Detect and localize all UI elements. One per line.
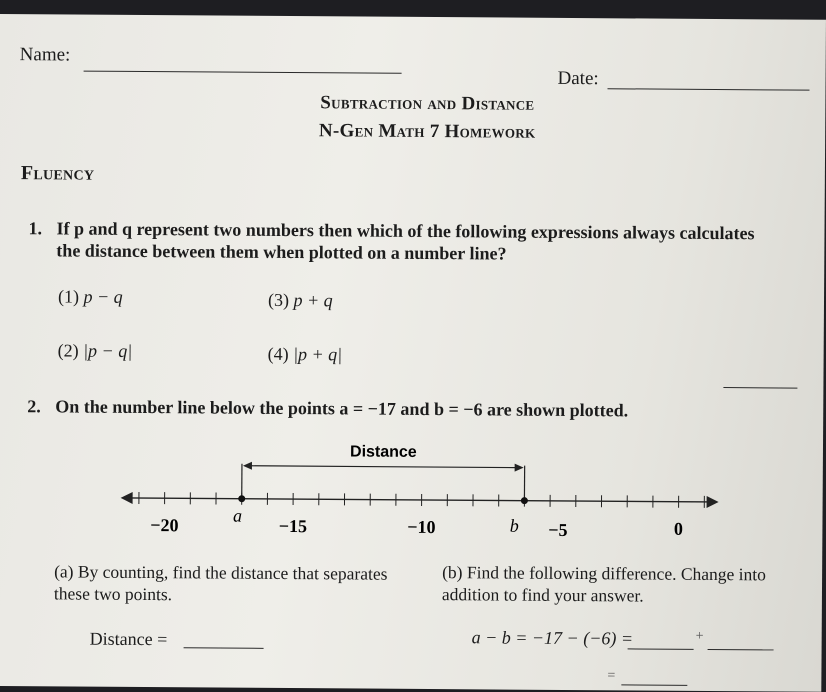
distance-arrow-right (515, 464, 524, 472)
date-line (607, 88, 809, 90)
part-b-expression: a − b = −17 − (−6) = (472, 627, 634, 649)
point-b-label: b (510, 516, 519, 536)
number-line-right-arrow (707, 496, 719, 508)
option-3-number: (3) (268, 290, 289, 310)
question-1-number: 1. (28, 218, 42, 239)
option-1-number: (1) (58, 286, 79, 306)
option-3-expression: p + q (293, 290, 332, 310)
number-line-left-arrow (121, 492, 133, 504)
worksheet-title: Subtraction and Distance (0, 90, 826, 118)
option-4-number: (4) (268, 344, 289, 364)
name-line (84, 71, 402, 74)
part-b-answer-line-2[interactable] (708, 649, 774, 650)
part-a-text: (a) By counting, find the distance that separates these two points. (54, 560, 414, 607)
point-b-marker (521, 497, 528, 504)
number-line (0, 424, 823, 560)
option-2 (58, 340, 133, 362)
tick-label: 0 (674, 519, 683, 539)
question-2-number: 2. (27, 396, 41, 417)
question-1-text-line1: If p and q represent two numbers then which of the following expressions always calculates (56, 218, 754, 244)
part-a-answer-line[interactable] (184, 647, 264, 649)
point-a-marker (238, 495, 245, 502)
point-a-label: a (233, 506, 242, 526)
part-a-answer-label: Distance = (90, 629, 168, 651)
section-heading: Fluency (21, 162, 95, 186)
option-3 (268, 290, 333, 311)
tick-label: −5 (548, 520, 567, 540)
number-line-axis (125, 498, 713, 502)
tick-label: −10 (407, 517, 435, 537)
number-line-tick-labels (150, 515, 683, 541)
question-1-text-line2: the distance between them when plotted on a number line? (56, 240, 506, 264)
option-2-number: (2) (58, 340, 79, 360)
part-b-answer-line-1[interactable] (628, 648, 694, 649)
option-4 (268, 344, 343, 366)
option-2-expression: |p − q| (83, 341, 132, 361)
name-label: Name: (20, 44, 71, 66)
option-4-expression: |p + q| (293, 344, 342, 364)
option-1-expression: p − q (83, 287, 122, 307)
distance-label: Distance (350, 443, 417, 460)
part-b-equals: = (607, 668, 615, 684)
option-1 (58, 286, 123, 307)
answer-line-q1 (723, 387, 797, 389)
tick-label: −15 (279, 516, 307, 536)
distance-bracket-line (250, 466, 517, 468)
tick-label: −20 (150, 515, 178, 535)
worksheet-subtitle: N-Gen Math 7 Homework (0, 118, 826, 146)
question-2-text: On the number line below the points a = −17 and b = −6 are shown plotted. (55, 396, 628, 421)
distance-arrow-left (243, 462, 252, 470)
date-label: Date: (557, 68, 598, 90)
part-b-text: (b) Find the following difference. Change into addition to find your answer. (442, 561, 782, 607)
part-b-plus: + (696, 629, 704, 645)
worksheet-page (0, 14, 826, 692)
